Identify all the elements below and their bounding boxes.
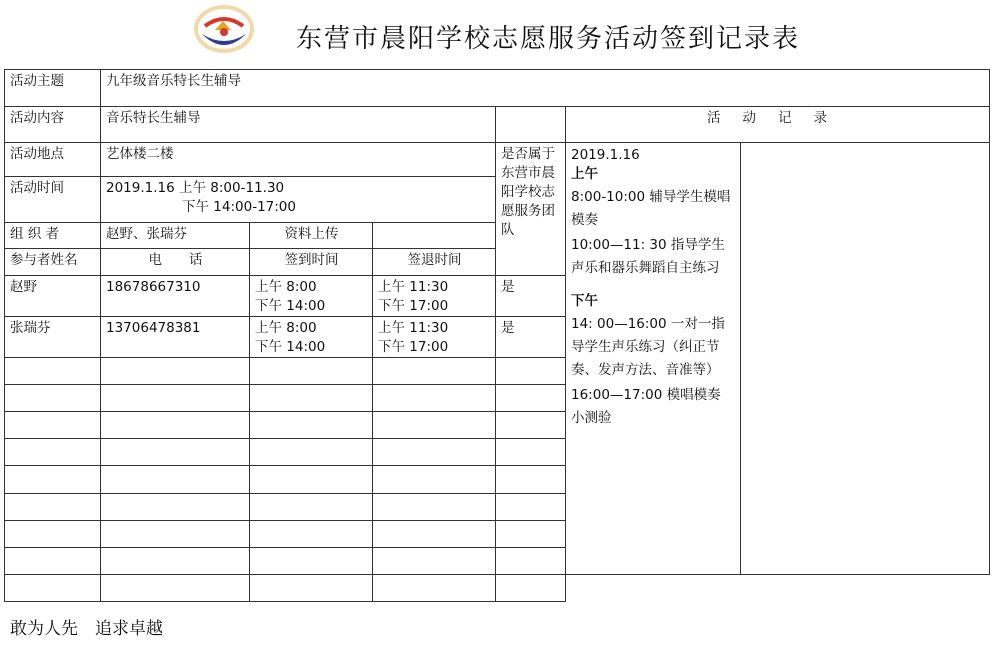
upload-value (373, 223, 496, 249)
record-table (4, 69, 990, 602)
activity-record (566, 143, 741, 575)
page-title: 东营市晨阳学校志愿服务活动签到记录表 (296, 24, 801, 54)
participant-name: 赵野 (5, 276, 101, 317)
participant-name: 张瑞芬 (5, 317, 101, 358)
time-line-1: 2019.1.16 上午 8:00-11.30 (106, 180, 285, 196)
participant-checkout: 上午 11:30 下午 17:00 (373, 276, 496, 317)
time-label: 活动时间 (5, 177, 101, 223)
participant-name-header: 参与者姓名 (5, 249, 101, 276)
location-value: 艺体楼二楼 (101, 143, 496, 177)
checkout-header: 签退时间 (373, 249, 496, 276)
phone-header: 电 话 (101, 249, 250, 276)
record-afternoon-label: 下午 (571, 293, 598, 309)
organizer-label: 组 织 者 (5, 223, 101, 249)
theme-label: 活动主题 (5, 70, 101, 107)
organizer-value: 赵野、张瑞芬 (101, 223, 250, 249)
record-morning-1: 8:00-10:00 辅导学生模唱模奏 (571, 189, 731, 228)
content-spacer (496, 107, 566, 143)
school-logo (193, 4, 255, 54)
time-line-2: 下午 14:00-17:00 (182, 199, 296, 215)
checkin-header: 签到时间 (250, 249, 373, 276)
school-motto: 敢为人先 追求卓越 (10, 619, 163, 639)
theme-value: 九年级音乐特长生辅导 (101, 70, 990, 107)
upload-label: 资料上传 (250, 223, 373, 249)
record-afternoon-2: 16:00—17:00 模唱模奏小测验 (571, 387, 721, 426)
participant-checkin: 上午 8:00 下午 14:00 (250, 276, 373, 317)
record-extra (741, 143, 990, 575)
volunteer-question: 是否属于东营市晨阳学校志愿服务团 队 (496, 143, 566, 276)
record-header: 活动记录 (566, 107, 990, 143)
record-morning-label: 上午 (571, 166, 598, 182)
record-afternoon-1: 14: 00—16:00 一对一指导学生声乐练习（纠正节奏、发声方法、音准等） (571, 316, 725, 378)
record-date: 2019.1.16 (571, 147, 640, 163)
content-value: 音乐特长生辅导 (101, 107, 496, 143)
participant-volunteer: 是 (496, 276, 566, 317)
participant-phone: 18678667310 (101, 276, 250, 317)
location-label: 活动地点 (5, 143, 101, 177)
content-label: 活动内容 (5, 107, 101, 143)
participant-checkout: 上午 11:30 下午 17:00 (373, 317, 496, 358)
empty-row (5, 575, 990, 602)
participant-volunteer: 是 (496, 317, 566, 358)
time-value (101, 177, 496, 223)
participant-checkin: 上午 8:00 下午 14:00 (250, 317, 373, 358)
record-morning-2: 10:00—11: 30 指导学生声乐和器乐舞蹈自主练习 (571, 237, 725, 276)
participant-phone: 13706478381 (101, 317, 250, 358)
